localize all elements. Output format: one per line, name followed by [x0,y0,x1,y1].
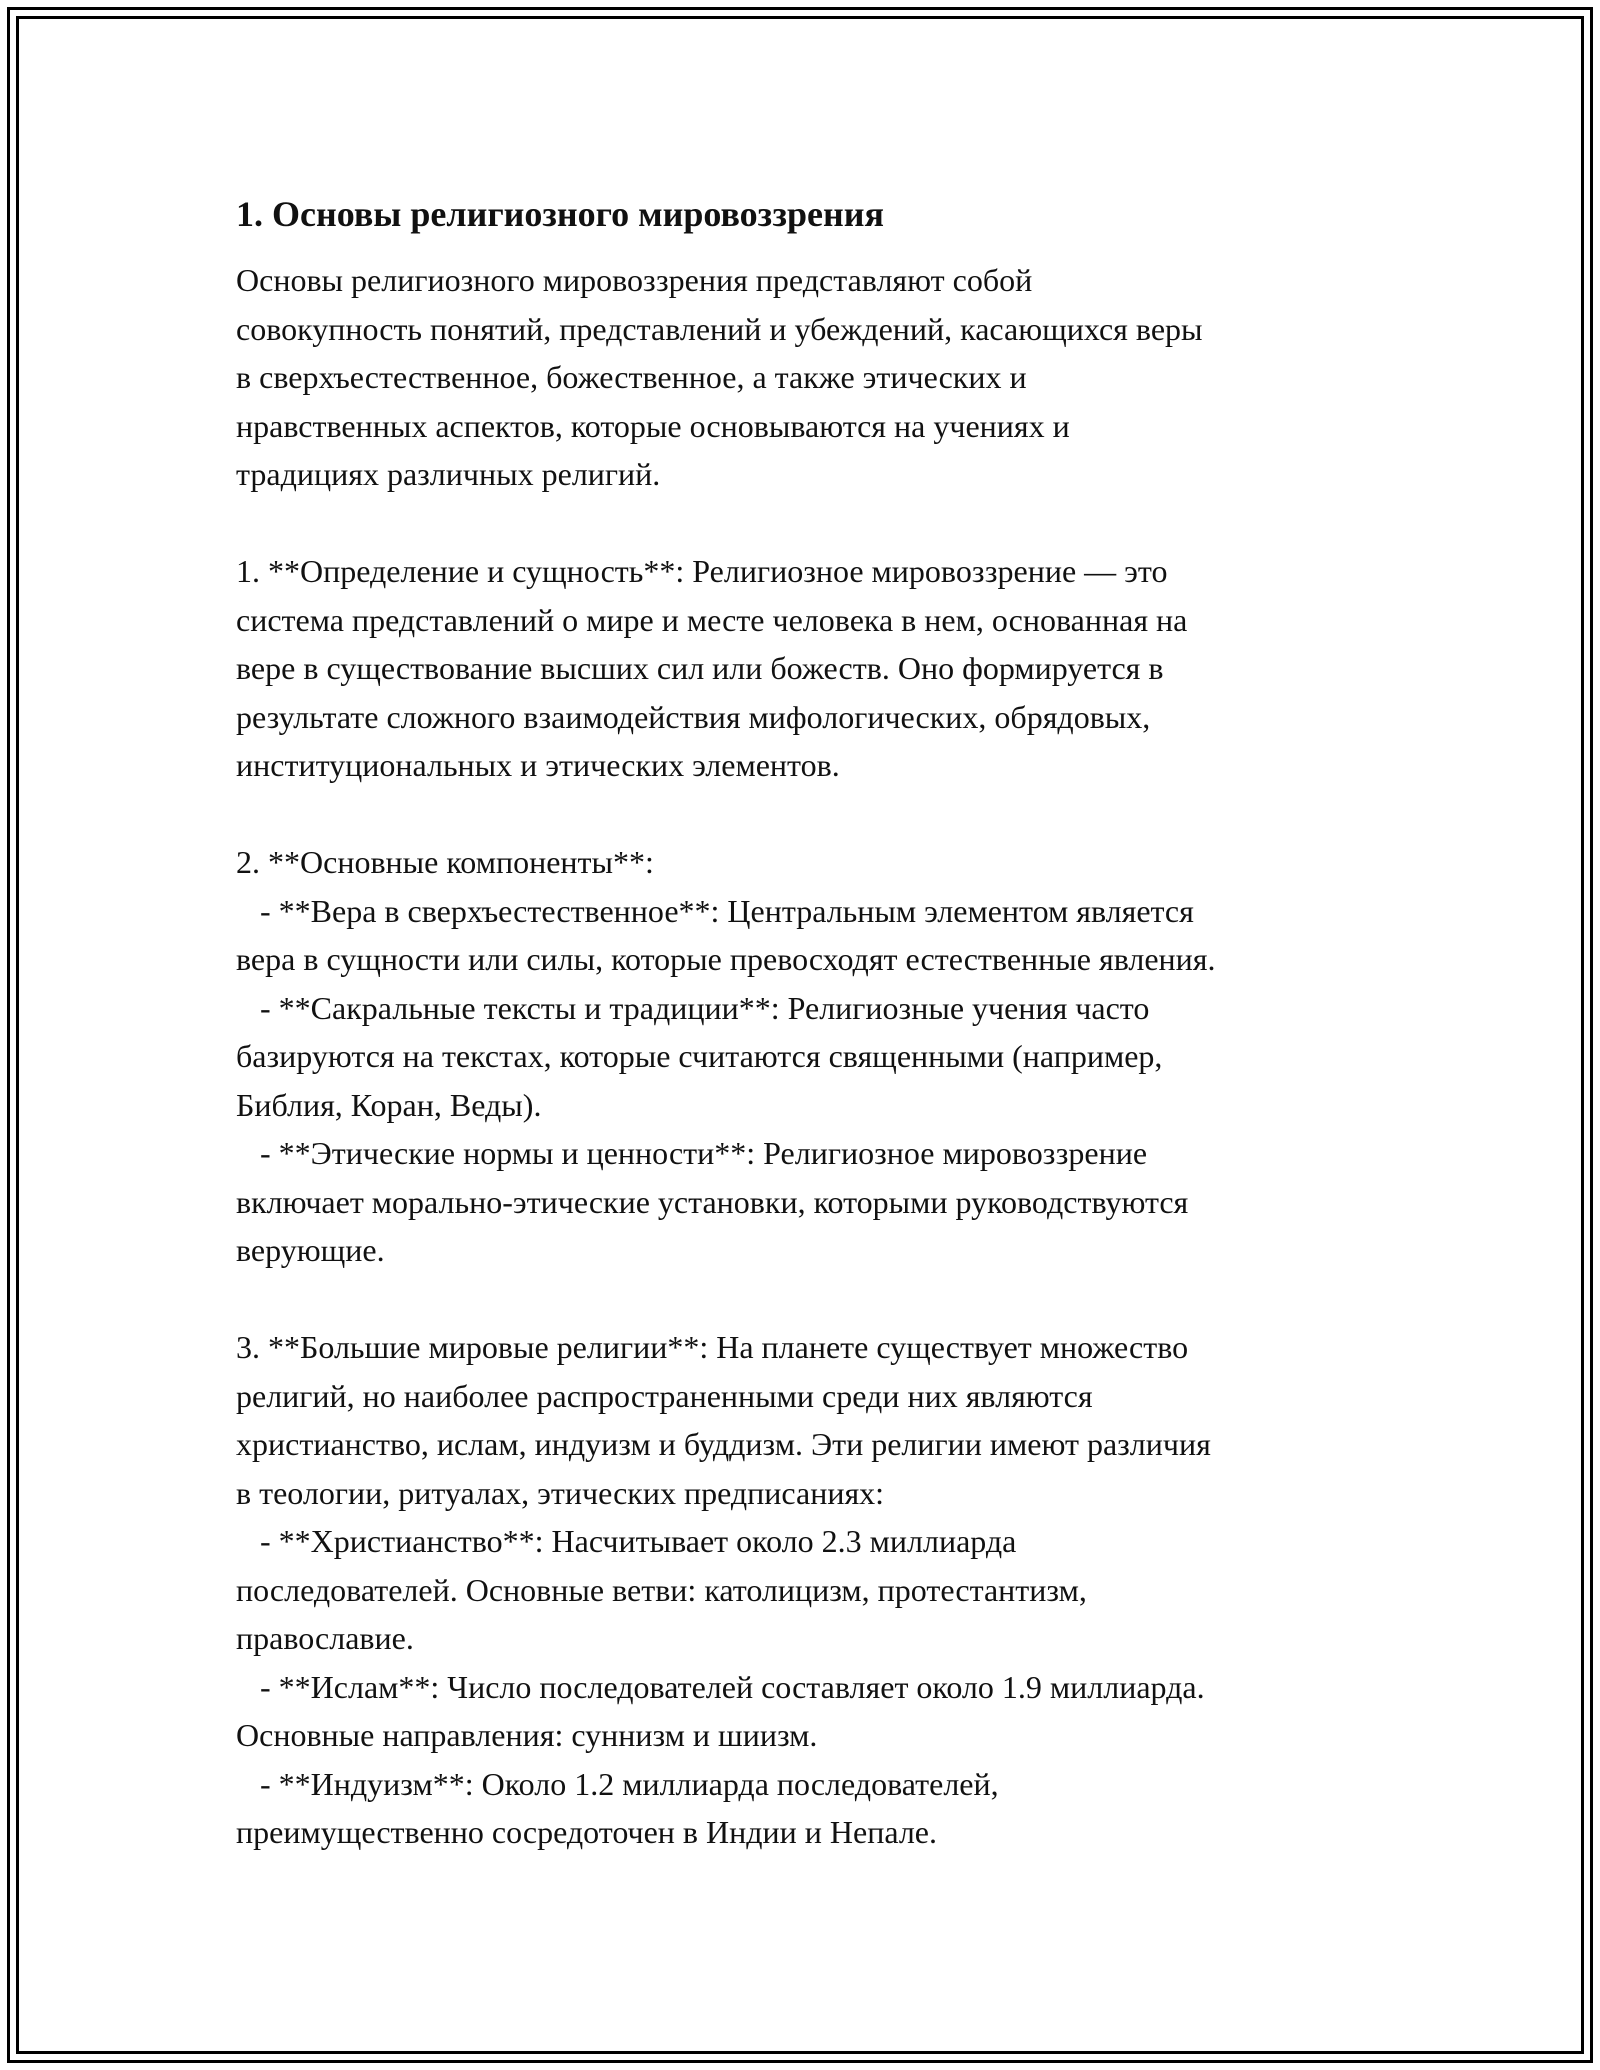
text-line: - **Индуизм**: Около 1.2 миллиарда последователей, [236,1765,999,1802]
text-line: система представлений о мире и месте человека в нем, основанная на [236,601,1188,638]
text-line: вере в существование высших сил или божеств. Оно формируется в [236,650,1164,686]
blank-line [236,1275,1386,1324]
text-line: верующие. [236,1232,385,1268]
text-line: Основные направления: суннизм и шиизм. [236,1717,818,1753]
blank-line [236,790,1386,839]
text-line: в сверхъестественное, божественное, а также этических и [236,359,1027,395]
text-line: преимущественно сосредоточен в Индии и Непале. [236,1814,937,1850]
text-line: совокупность понятий, представлений и убеждений, касающихся веры [236,310,1203,347]
text-line: традициях различных религий. [236,456,661,492]
text-line: Основы религиозного мировоззрения представляют собой [236,262,1033,298]
text-line: вера в сущности или силы, которые превосходят естественные явления. [236,941,1216,977]
text-line: православие. [236,1620,414,1656]
text-line: - **Ислам**: Число последователей составляет около 1.9 миллиарда. [236,1668,1205,1705]
text-line: - **Сакральные тексты и традиции**: Религиозные учения часто [236,989,1150,1026]
text-line: нравственных аспектов, которые основываются на учениях и [236,407,1070,444]
text-line: - **Христианство**: Насчитывает около 2.3 миллиарда [236,1523,1017,1559]
text-line: 1. **Определение и сущность**: Религиозное мировоззрение — это [236,553,1168,589]
text-line: Библия, Коран, Веды). [236,1086,542,1123]
blank-line [236,499,1386,548]
text-line: христианство, ислам, индуизм и буддизм. Эти религии имеют различия [236,1426,1211,1462]
text-line: базируются на текстах, которые считаются священными (например, [236,1038,1163,1074]
text-line: последователей. Основные ветви: католицизм, протестантизм, [236,1571,1087,1608]
text-line: 2. **Основные компоненты**: [236,844,654,880]
text-line: 3. **Большие мировые религии**: На планете существует множество [236,1329,1189,1365]
document-body [236,186,1386,1857]
text-line: результате сложного взаимодействия мифологических, обрядовых, [236,698,1151,735]
section-heading: 1. Основы религиозного мировоззрения [236,194,884,234]
text-line: религий, но наиболее распространенными среди них являются [236,1377,1093,1414]
text-line: - **Этические нормы и ценности**: Религиозное мировоззрение [236,1135,1148,1171]
text-line: в теологии, ритуалах, этических предписаниях: [236,1474,885,1511]
paragraph-lines [236,256,1386,1857]
text-line: включает морально-этические установки, которыми руководствуются [236,1183,1189,1220]
text-line: институциональных и этических элементов. [236,747,840,783]
text-line: - **Вера в сверхъестественное**: Центральным элементом является [236,892,1194,929]
